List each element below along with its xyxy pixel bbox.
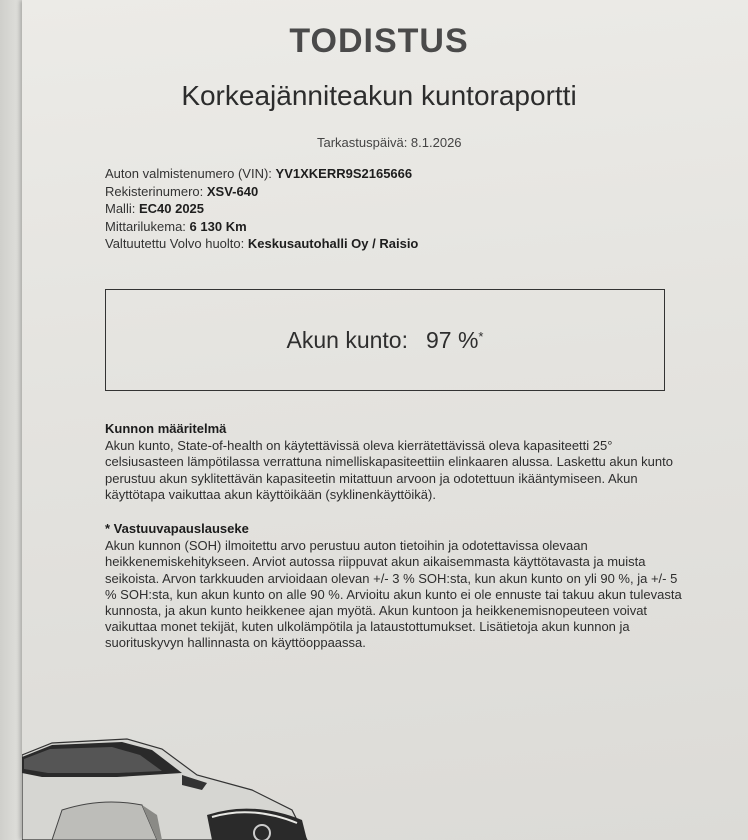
document-title: Korkeajänniteakun kuntoraportti: [181, 80, 577, 111]
service-row: [105, 235, 418, 253]
odometer-label: Mittarilukema:: [105, 218, 186, 234]
odometer-row: [105, 218, 418, 236]
certificate-page: [22, 0, 748, 840]
model-label: Malli:: [105, 201, 136, 216]
registration-value: XSV-640: [206, 183, 259, 199]
odometer-value: 6 130 Km: [189, 218, 247, 234]
definition-text: Akun kunto, State-of-health on käytettävissä oleva kierrätettävissä oleva kapasiteetti 25° celsiusasteen lämpötilassa verrattuna nimelliskapasiteettiin elinkaaren alussa. Laskettu akun kunto perustuu akun syklitettävän kapasiteetin mitattuun arvoon ja odotettuun ikääntymiseen. Akun käyttötapa vaikuttaa akun käyttöikään (syklinenkäyttöikä).: [105, 438, 673, 502]
definition-section: [105, 421, 685, 503]
service-value: Keskusautohalli Oy / Raisio: [247, 236, 419, 251]
vehicle-info: [105, 165, 418, 253]
vin-label: Auton valmistenumero (VIN):: [105, 166, 272, 181]
disclaimer-heading: * Vastuuvapauslauseke: [105, 521, 249, 536]
battery-health-value: 97 %: [425, 326, 479, 353]
disclaimer-marker: *: [478, 328, 484, 344]
model-value: EC40 2025: [138, 201, 205, 216]
vin-row: [105, 165, 418, 183]
service-label: Valtuutettu Volvo huolto:: [105, 236, 245, 251]
document-heading: TODISTUS: [289, 22, 469, 60]
vin-value: YV1XKERR9S2165666: [275, 166, 413, 181]
battery-health-label: Akun kunto:: [286, 326, 408, 353]
registration-label: Rekisterinumero:: [105, 183, 204, 199]
model-row: [105, 200, 418, 218]
inspection-date: Tarkastuspäivä: 8.1.2026: [317, 135, 462, 150]
battery-health-box: [105, 289, 665, 391]
definition-heading: Kunnon määritelmä: [105, 421, 227, 436]
car-illustration: [22, 735, 312, 840]
disclaimer-section: [105, 521, 685, 652]
disclaimer-text: Akun kunnon (SOH) ilmoitettu arvo perustuu auton tietoihin ja odotettavissa olevaan heikkenemiskehitykseen. Arviot autossa riippuvat akun aikaisemmasta käyttötavasta ja muista seikoista. Arvon tarkkuuden arvioidaan olevan +/- 3 % SOH:sta, kun akun kunto on yli 90 %, ja +/- 5 % SOH:sta, kun akun kunto on alle 90 %. Arvioitu akun kunto ei ole ennuste tai takuu akun tulevasta kunnosta, ja akun kunto heikkenee ajan myötä. Akun kuntoon ja heikkenemisnopeuteen voivat vaikuttaa monet tekijät, kuten ulkolämpötila ja lataustottumukset. Lisätietoja akun kunnon ja suorituskyvyn hallinnasta on käyttöoppaassa.: [105, 538, 682, 651]
registration-row: [105, 183, 418, 201]
